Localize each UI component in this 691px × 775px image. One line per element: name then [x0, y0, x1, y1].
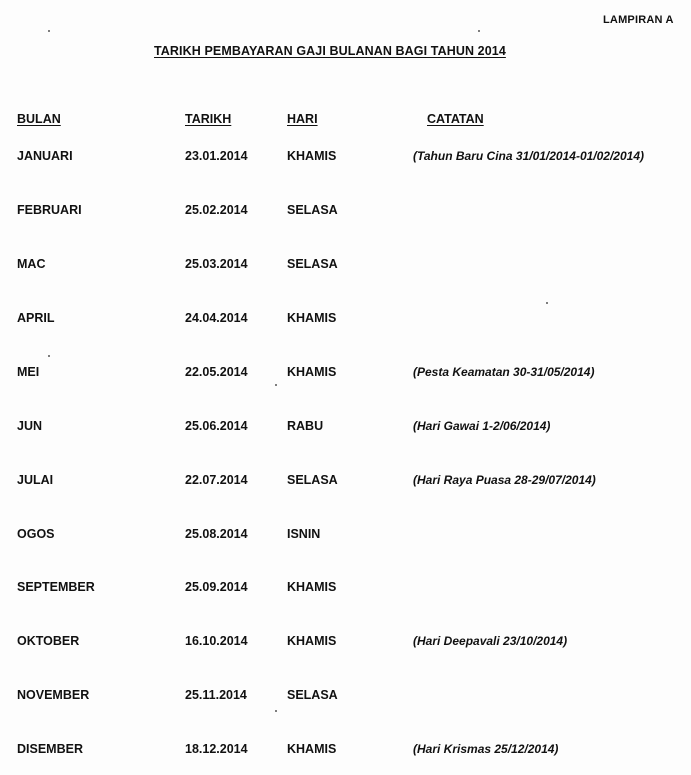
- scan-speck: [478, 30, 480, 32]
- cell-bulan: APRIL: [17, 311, 55, 325]
- document-title: TARIKH PEMBAYARAN GAJI BULANAN BAGI TAHUN 2014: [154, 44, 506, 58]
- cell-bulan: OKTOBER: [17, 634, 80, 648]
- header-catatan: CATATAN: [427, 112, 484, 126]
- cell-hari: SELASA: [287, 203, 338, 217]
- cell-tarikh: 24.04.2014: [185, 311, 248, 325]
- cell-hari: ISNIN: [287, 527, 321, 541]
- cell-bulan: MEI: [17, 365, 40, 379]
- cell-bulan: SEPTEMBER: [17, 580, 95, 594]
- cell-bulan: JANUARI: [17, 149, 73, 163]
- cell-hari: SELASA: [287, 257, 338, 271]
- table-row: [0, 365, 691, 383]
- cell-catatan: (Tahun Baru Cina 31/01/2014-01/02/2014): [413, 149, 644, 163]
- header-bulan: BULAN: [17, 112, 61, 126]
- cell-hari: KHAMIS: [287, 149, 337, 163]
- cell-bulan: OGOS: [17, 527, 55, 541]
- table-row: [0, 473, 691, 491]
- cell-tarikh: 22.07.2014: [185, 473, 248, 487]
- cell-hari: KHAMIS: [287, 311, 337, 325]
- cell-tarikh: 25.11.2014: [185, 688, 247, 702]
- cell-tarikh: 25.06.2014: [185, 419, 248, 433]
- cell-bulan: NOVEMBER: [17, 688, 90, 702]
- cell-tarikh: 18.12.2014: [185, 742, 248, 756]
- cell-tarikh: 16.10.2014: [185, 634, 248, 648]
- cell-hari: SELASA: [287, 473, 338, 487]
- scan-speck: [48, 355, 50, 357]
- cell-bulan: JUN: [17, 419, 43, 433]
- cell-catatan: (Hari Gawai 1-2/06/2014): [413, 419, 551, 433]
- cell-bulan: MAC: [17, 257, 46, 271]
- cell-hari: KHAMIS: [287, 634, 337, 648]
- cell-tarikh: 23.01.2014: [185, 149, 248, 163]
- cell-catatan: (Hari Raya Puasa 28-29/07/2014): [413, 473, 596, 487]
- scan-speck: [275, 384, 277, 386]
- cell-tarikh: 25.02.2014: [185, 203, 248, 217]
- table-row: [0, 257, 691, 275]
- cell-catatan: (Pesta Keamatan 30-31/05/2014): [413, 365, 595, 379]
- cell-hari: KHAMIS: [287, 742, 337, 756]
- table-row: [0, 688, 691, 706]
- cell-tarikh: 25.08.2014: [185, 527, 248, 541]
- table-row: [0, 311, 691, 329]
- table-row: [0, 580, 691, 598]
- scan-speck: [275, 710, 277, 712]
- scan-speck: [48, 30, 50, 32]
- table-row: [0, 634, 691, 652]
- cell-catatan: (Hari Krismas 25/12/2014): [413, 742, 559, 756]
- header-tarikh: TARIKH: [185, 112, 232, 126]
- cell-hari: KHAMIS: [287, 365, 337, 379]
- table-row: [0, 149, 691, 167]
- table-row: [0, 742, 691, 760]
- cell-hari: RABU: [287, 419, 324, 433]
- cell-bulan: FEBRUARI: [17, 203, 82, 217]
- cell-bulan: JULAI: [17, 473, 54, 487]
- header-hari: HARI: [287, 112, 318, 126]
- scan-speck: [546, 302, 548, 304]
- table-row: [0, 527, 691, 545]
- table-row: [0, 419, 691, 437]
- cell-tarikh: 25.09.2014: [185, 580, 248, 594]
- cell-hari: SELASA: [287, 688, 338, 702]
- table-row: [0, 203, 691, 221]
- cell-bulan: DISEMBER: [17, 742, 83, 756]
- cell-tarikh: 25.03.2014: [185, 257, 248, 271]
- cell-tarikh: 22.05.2014: [185, 365, 248, 379]
- cell-catatan: (Hari Deepavali 23/10/2014): [413, 634, 568, 648]
- attachment-label: LAMPIRAN A: [603, 14, 674, 26]
- cell-hari: KHAMIS: [287, 580, 337, 594]
